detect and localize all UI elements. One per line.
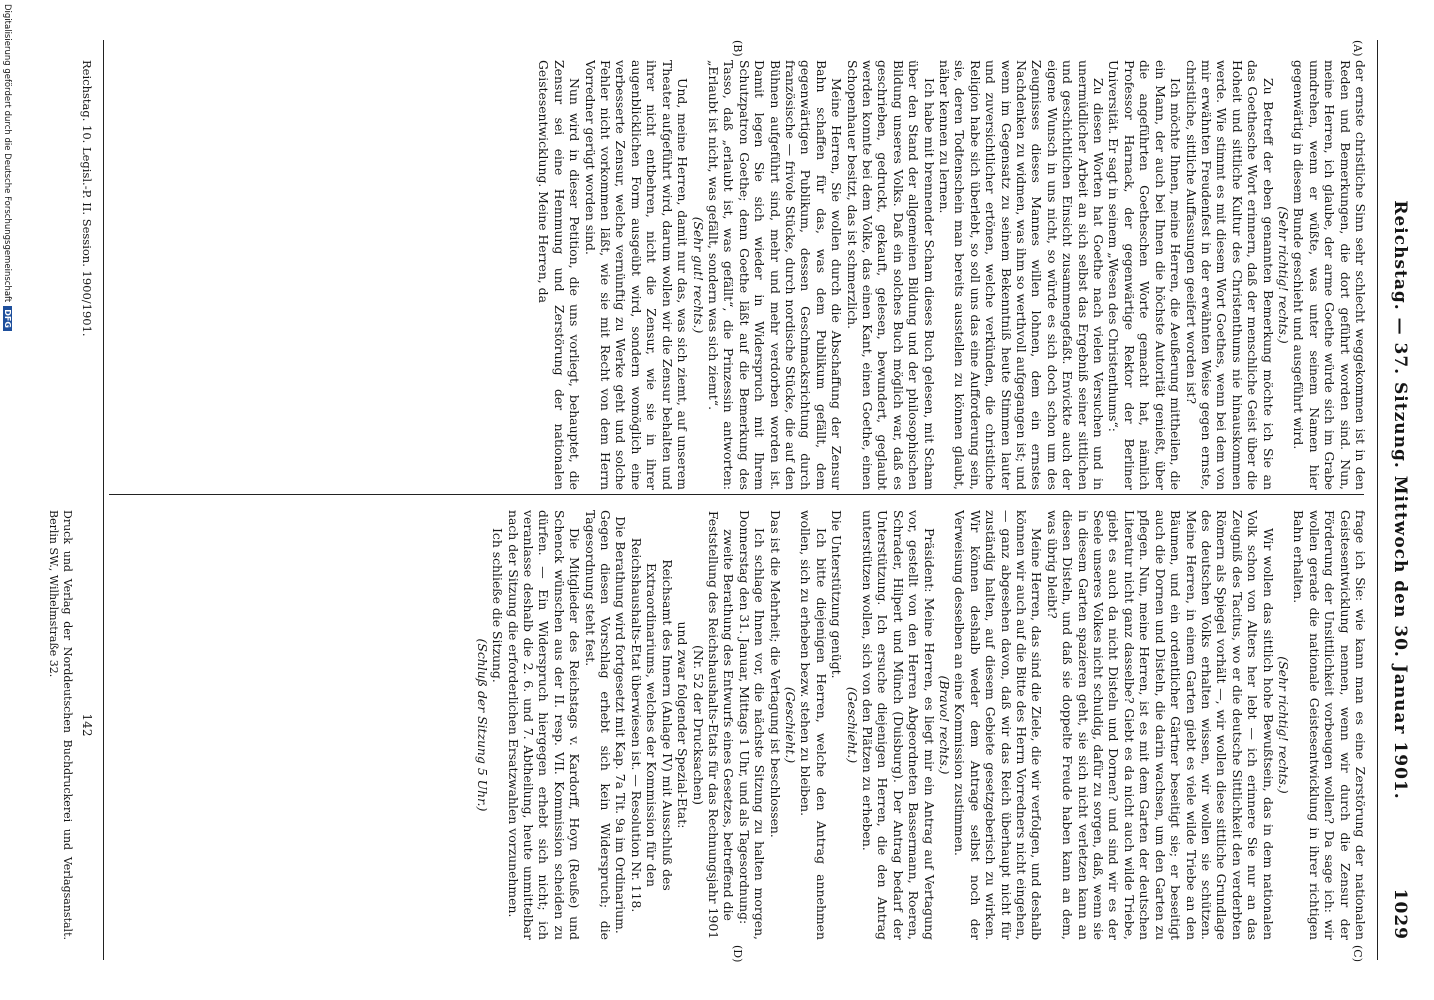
paragraph: Meine Herren, das sind die Ziele, die wir verfolgen, und deshalb können wir auch auf die Bitte des Herrn Vorredners nicht eingehen, — ganz abgesehen davon, daß wir das Reich überhaupt nicht für zuständig halten, auf diesem Gebiete gesetzgeberisch zu wirken. Wir können deshalb weder dem Antrage selbst noch der Verweisung desselben an eine Kommission zustimmen. — [952, 510, 1045, 940]
agenda-item: zweite Berathung des Entwurfs eines Gesetzes, betreffend die Feststellung des Reichshaushalts-Etats für das Rechnungsjahr 1901 (Nr. 52 der Drucksachen) — [690, 510, 737, 940]
margin-note-a: (A) — [1351, 40, 1364, 57]
margin-note-b: (B) — [731, 40, 744, 57]
paragraph: Wir wollen das sittlich hohe Bewußtsein, das in dem nationalen Volk schon von Alters her lebt — ich erinnere Sie nur an das Zeugniß des Tacitus, wo er die deutsche Sittlichkeit den verderbten Römern als Spiegel vorhält —, wir wollen diese sittliche Grundlage des deutschen Volks erhalten wissen, wir wollen sie schützen. Meine Herren, in einem Garten giebt es viele wilde Triebe an den Bäumen, und ein ordentlicher Gärtner beseitigt sie; er beseitigt auch die Dornen und Disteln, die darin wachsen, um den Garten zu pflegen. Nun, meine Herren, ist es mit dem Garten der deutschen Literatur nicht ganz dasselbe? Giebt es da nicht auch wilde Triebe, giebt es auch da nicht Disteln und Dornen? und sind wir es der Seele unseres Volkes nicht schuldig, dafür zu sorgen, daß, wenn sie in diesem Garten spazieren geht, sie sich nicht verletzen kann an diesen Disteln, und daß sie doppelte Freude haben kann an dem, was übrig bleibt? — [1044, 510, 1276, 940]
paragraph: Und, meine Herren, damit nur das, was sich ziemt, auf unserem Theater aufgeführt wird, darum wollen wir die Zensur behalten und ihrer nicht entbehren, nicht die Zensur, wie sie in ihrer augenblicklichen Form ausgeübt wird, sondern womöglich eine verbesserte Zensur, welche vernünftig zu Werke geht und solche Fehler nicht vorkommen läßt, wie sie mit Recht von dem Herrn Vorredner gerügt worden sind. — [582, 60, 691, 490]
imprint: Druck und Verlag der Norddeutschen Buchdruckerei und Verlagsanstalt. Berlin SW., Wilhelmstraße 32. — [47, 510, 74, 940]
interjection: (Sehr gut! rechts.) — [690, 216, 706, 334]
right-column — [110, 510, 1368, 940]
paragraph: Die Mitglieder des Reichstags v. Kardorff, Hoyn (Reuße) und Schenck wünschen aus der II. resp. VII. Kommission scheiden zu dürfen. — Ein Widerspruch hiergegen erhebt sich nicht; ich veranlasse deshalb die 2. 6. und 7. Abtheilung, heute unmittelbar nach der Sitzung die erforderlichen Ersatzwahlen vorzunehmen. — [505, 510, 583, 940]
paragraph: Ich möchte Ihnen, meine Herren, die Aeußerung mittheilen, die ein Mann, der auch bei Ihnen die höchste Autorität genießt, über die angeführten Goetheschen Worte gemacht hat, nämlich Professor Harnack, der gegenwärtige Rektor der Berliner Universität. Er sagt in seinem „Wesen des Christenthums“: — [1106, 60, 1184, 490]
column-divider — [109, 494, 1364, 495]
paragraph: Ich schlage Ihnen vor, die nächste Sitzung zu halten morgen, Donnerstag den 31. Januar, Mittags 1 Uhr, und als Tagesordnung: — [736, 510, 768, 940]
page-header-title: Reichstag. — 37. Sitzung. Mittwoch den 30. Januar 1901. — [1390, 200, 1410, 800]
interjection: (Bravo! rechts.) — [937, 675, 953, 775]
paragraph: Ich bitte diejenigen Herren, welche den Antrag annehmen wollen, sich zu erheben bezw. stehen zu bleiben. — [798, 510, 829, 940]
digitization-note — [2, 4, 12, 984]
margin-note-d: (D) — [731, 945, 744, 963]
paragraph: Nun wird in dieser Petition, die uns vorliegt, behauptet, die Zensur sei eine Hemmung und Zerstörung der nationalen Geistesentwicklung. Meine Herren, da — [536, 60, 583, 490]
paragraph: Das ist die Mehrheit; die Vertagung ist beschlossen. — [767, 510, 783, 838]
paragraph: Zu Betreff der eben genannten Bemerkung möchte ich Sie an das Goethesche Wort erinnern, daß der menschliche Geist über die Hoheit und sittliche Kultur des Christenthums nie hinauskommen werde. Wie stimmt es mit diesem Wort Goethes, wenn bei dem von mir erwähnten Freudenfest in der erwähnten Weise gegen ernste, christliche, sittliche Auffassungen geeifert worden ist? — [1183, 60, 1276, 490]
page-header — [1382, 60, 1416, 940]
agenda-item: Reichsamt des Innern (Anlage IV) mit Ausschluß des Extraordinariums, welches der Kommission für den Reichshaushalts-Etat überwiesen ist. — Resolution Nr. 118. — [628, 537, 675, 913]
paragraph: Gegen diesen Vorschlag erhebt sich kein Widerspruch; die Tagesordnung steht fest. — [582, 510, 614, 940]
footer-session-info: Reichstag. 10. Legisl.-P. II. Session. 1900/1901. — [80, 60, 94, 337]
interjection: (Geschieht.) — [782, 686, 798, 764]
interjection: (Geschieht.) — [844, 686, 860, 764]
quotation: Ich habe mit brennender Scham dieses Buch gelesen, mit Scham über den Stand der allgemeinen Bildung und der philosophischen Bildung unseres Volks. Daß ein solches Buch möglich war, daß es geschrieben, gedruckt, gekauft, gelesen, bewundert, geglaubt werden konnte bei dem Volke, das einen Kant, einen Goethe, einen Schopenhauer besitzt, das ist schmerzlich. — [844, 60, 937, 490]
paragraph: Ich schließe die Sitzung. — [490, 528, 506, 683]
margin-note-c: (C) — [1351, 945, 1364, 962]
paragraph: frage ich Sie: wie kann man es eine Zerstörung der nationalen Geistesentwicklung nennen, wenn wir durch die Zensur der Förderung der Unsittlichkeit vorbeugen wollen? Da sage ich: wir wollen gerade die nationale Geistesentwicklung in ihrer richtigen Bahn erhalten. — [1291, 510, 1368, 940]
left-column — [110, 60, 1368, 490]
agenda-item: Die Berathung wird fortgesetzt mit Kap. 7a Tit. 9a im Ordinarium. — [613, 516, 629, 934]
paragraph: Die Unterstützung genügt. — [829, 510, 845, 679]
digitization-text: Digitalisierung gefördert durch die Deutsche Forschungsgemeinschaft — [2, 4, 12, 303]
quotation: Zu diesen Worten hat Goethe nach vielen Versuchen und in unermüdlicher Arbeit an sich selbst das Ergebniß seiner sittlichen und geschichtlichen Einsicht zusammengefaßt. Envickte auch der eigene Wunsch in uns nicht, so würde es sich doch schon um des Zeugnisses dieses Mannes willen lohnen, dem ein ernstes Nachdenken zu widmen, was ihm so werthvoll aufgegangen ist; und wenn im Gegensatz zu seinem Bekenntniß heute Stimmen lauter und zuversichtlicher ertönen, welche verkünden, die christliche Religion habe sich überlebt, so soll uns das eine Aufforderung sein, sie, deren Todtenschein man bereits ausstellen zu können glaubt, näher kennen zu lernen. — [937, 60, 1107, 490]
agenda-item: und zwar folgender Spezial-Etat: — [675, 621, 691, 829]
footer-rule — [103, 40, 104, 960]
footer-page-number: 142 — [80, 713, 94, 737]
president-speech: Präsident: Meine Herren, es liegt mir ein Antrag auf Vertagung vor, gestellt von den Herren Abgeordneten Bassermann, Roeren, Schrader, Hilpert und Münch (Duisburg). Der Antrag bedarf der Unterstützung. Ich ersuche diejenigen Herren, die den Antrag unterstützen wollen, sich von den Plätzen zu erheben. — [860, 510, 937, 940]
interjection: (Sehr richtig! rechts.) — [1275, 206, 1291, 344]
paragraph: der ernste christliche Sinn sehr schlecht weggekommen ist in den Reden und Bemerkungen, die dort geführt worden sind. Nun, meine Herren, ich glaube, der arme Goethe würde sich im Grabe umdrehen, wenn er wüßte, was unter seinem Namen hier gegenwärtig in diesem Bunde geschieht und ausgeführt wird. — [1291, 60, 1368, 490]
dfg-logo: DFG — [3, 306, 12, 331]
interjection: (Schluß der Sitzung 5 Uhr.) — [474, 638, 490, 812]
paragraph: Meine Herren, Sie wollen durch die Abschaffung der Zensur Bahn schaffen für das, was dem Publikum gefällt, dem gegenwärtigen Publikum, dessen Geschmacksrichtung durch französische — frivole Stücke, durch nordische Stücke, die auf den Bühnen aufgeführt sind, mehr und mehr verdorben worden ist. Damit legen Sie sich wieder in Widerspruch mit Ihrem Schutzpatron Goethe; denn Goethe läßt auf die Bemerkung des Tasso, daß „erlaubt ist, was gefällt“, die Prinzessin antworten: „Erlaubt ist nicht, was gefällt, sondern was sich ziemt“. — [705, 60, 845, 490]
interjection: (Sehr richtig! rechts.) — [1275, 656, 1291, 794]
page-number: 1029 — [1390, 888, 1410, 940]
header-rule — [1377, 40, 1378, 960]
